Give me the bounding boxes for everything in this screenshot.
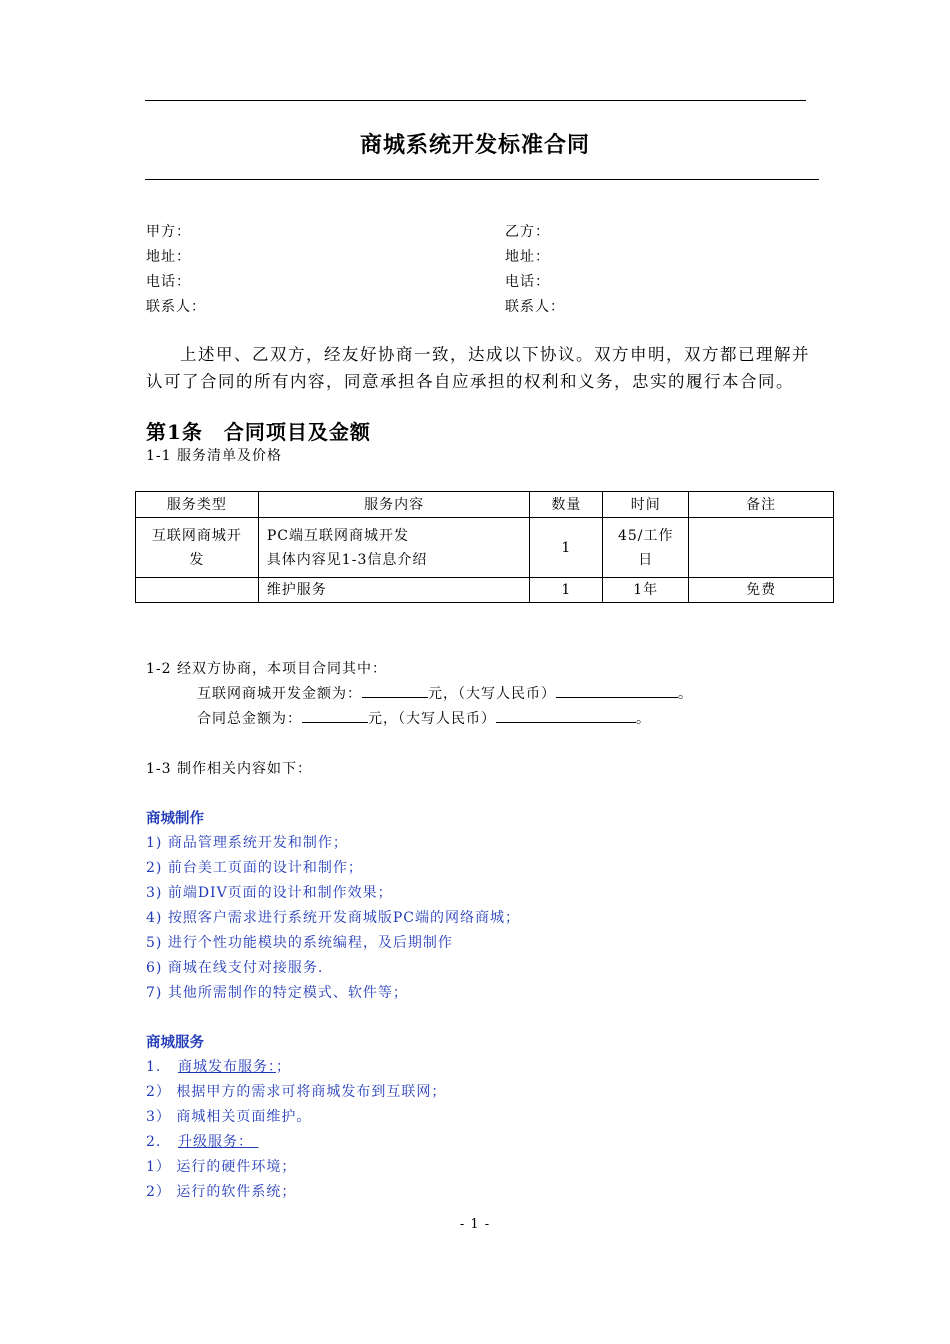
cell-time xyxy=(603,518,689,578)
party-a-phone: 电话： xyxy=(146,274,191,290)
item-number: 1. xyxy=(146,1059,162,1075)
list-item: 5) 进行个性功能模块的系统编程，及后期制作 xyxy=(146,935,453,951)
upgrade-underline-space xyxy=(253,1134,258,1150)
list-item: 4) 按照客户需求进行系统开发商城版PC端的网络商城； xyxy=(146,910,520,926)
header-service-content: 服务内容 xyxy=(258,492,530,518)
party-b-name: 乙方： xyxy=(505,224,550,240)
party-b-phone: 电话： xyxy=(505,274,550,290)
amount-1-end: 。 xyxy=(678,686,693,702)
section-1-3: 1-3 制作相关内容如下： xyxy=(146,761,312,777)
release-service-label: 商城发布服务： xyxy=(178,1059,276,1075)
cell-service-content xyxy=(258,518,530,578)
cell-quantity: 1 xyxy=(530,518,603,578)
amount-2-capital-blank[interactable] xyxy=(496,708,636,723)
cell-line: PC端互联网商城开发 xyxy=(266,527,409,544)
mall-production-heading: 商城制作 xyxy=(146,810,204,827)
amount-2-blank[interactable] xyxy=(302,708,368,723)
intro-line-2: 认可了合同的所有内容，同意承担各自应承担的权利和义务，忠实的履行本合同。 xyxy=(146,372,794,391)
amount-1-mid: 元，（大写人民币） xyxy=(428,686,556,702)
header-quantity: 数量 xyxy=(530,492,603,518)
cell-line: 具体内容见1-3信息介绍 xyxy=(266,551,428,568)
page-title: 商城系统开发标准合同 xyxy=(359,132,590,158)
amount-2-mid: 元，（大写人民币） xyxy=(368,711,496,727)
item-number: 2. xyxy=(146,1134,162,1150)
amount-1-label: 互联网商城开发金额为： xyxy=(197,686,362,702)
party-a-contact: 联系人： xyxy=(146,299,206,315)
table-row xyxy=(136,518,834,578)
amount-1-capital-blank[interactable] xyxy=(556,683,678,698)
amount-2-label: 合同总金额为： xyxy=(197,711,302,727)
cell-quantity: 1 xyxy=(530,578,603,603)
cell-line: 互联网商城开 xyxy=(151,527,242,544)
header-time: 时间 xyxy=(603,492,689,518)
cell-line: 日 xyxy=(638,551,654,568)
list-item: 1) 商品管理系统开发和制作； xyxy=(146,835,348,851)
table-row xyxy=(136,578,834,603)
list-item: 2) 前台美工页面的设计和制作； xyxy=(146,860,363,876)
intro-line-1: 上述甲、乙双方，经友好协商一致，达成以下协议。双方申明，双方都已理解并 xyxy=(180,345,810,364)
article-1-heading: 第1条 合同项目及金额 xyxy=(146,420,371,444)
table-header-row xyxy=(136,492,834,518)
section-1-1: 1-1 服务清单及价格 xyxy=(146,448,282,464)
top-rule xyxy=(145,100,806,101)
list-item: 3) 前端DIV页面的设计和制作效果； xyxy=(146,885,393,901)
section-1-2: 1-2 经双方协商，本项目合同其中： xyxy=(146,661,387,677)
cell-line: 发 xyxy=(189,551,205,568)
cell-service-content: 维护服务 xyxy=(258,578,530,603)
list-item: 1） 运行的硬件环境； xyxy=(146,1159,297,1175)
cell-line: 45/工作 xyxy=(617,527,674,544)
amount-line-1 xyxy=(197,683,693,703)
party-a-address: 地址： xyxy=(146,249,191,265)
amount-line-2 xyxy=(197,708,651,728)
list-item xyxy=(146,1056,291,1076)
list-item: 2） 运行的软件系统； xyxy=(146,1184,297,1200)
cell-service-type xyxy=(136,578,259,603)
party-b-address: 地址： xyxy=(505,249,550,265)
list-item: 2） 根据甲方的需求可将商城发布到互联网； xyxy=(146,1084,447,1100)
mall-service-heading: 商城服务 xyxy=(146,1034,204,1051)
cell-note: 免费 xyxy=(689,578,834,603)
amount-1-blank[interactable] xyxy=(362,683,428,698)
list-item xyxy=(146,1131,258,1151)
party-a-name: 甲方： xyxy=(146,224,191,240)
page-number: - 1 - xyxy=(459,1217,491,1232)
amount-2-end: 。 xyxy=(636,711,651,727)
list-item: 6) 商城在线支付对接服务. xyxy=(146,960,324,976)
cell-service-type xyxy=(136,518,259,578)
list-item: 3） 商城相关页面维护。 xyxy=(146,1109,312,1125)
header-note: 备注 xyxy=(689,492,834,518)
service-table xyxy=(135,491,834,603)
title-rule xyxy=(145,179,819,180)
list-item: 7) 其他所需制作的特定模式、软件等； xyxy=(146,985,408,1001)
cell-time: 1年 xyxy=(603,578,689,603)
upgrade-service-label: 升级服务： xyxy=(178,1134,253,1150)
header-service-type: 服务类型 xyxy=(136,492,259,518)
party-b-contact: 联系人： xyxy=(505,299,565,315)
cell-note xyxy=(689,518,834,578)
item-tail: ； xyxy=(276,1059,291,1075)
